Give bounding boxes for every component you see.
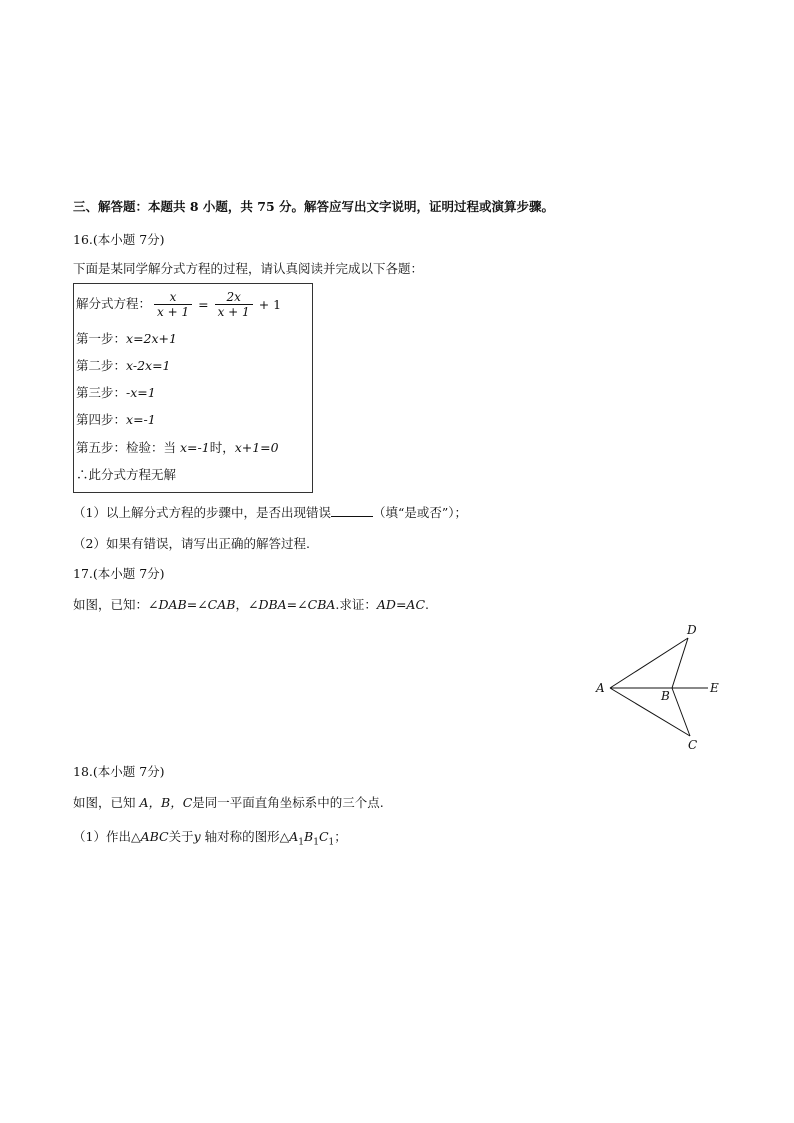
q18-sub-2: 1 [313,837,319,848]
label-D: D [687,623,697,637]
q18-axis: y [193,829,201,844]
q17-stmt-prefix: 如图，已知： [73,597,149,612]
step-5-condition: x=-1 [179,440,210,455]
q17-period: . [425,597,429,612]
q18-vertex-b1: B [304,829,314,844]
q18-triangle: ABC [140,829,169,844]
q18-vertex-c1: C [318,829,329,844]
fraction-right-denominator: x + 1 [217,305,250,319]
conclusion: ∴此分式方程无解 [76,467,177,482]
fraction-right-numerator: 2x [215,290,253,305]
step-1-label: 第一步： [76,331,127,346]
equation-line [76,290,284,319]
fraction-left-denominator: x + 1 [157,305,190,319]
fraction-right [215,290,253,319]
label-A: A [596,681,605,695]
section-header: 三、解答题：本题共 8 小题，共 75 分。解答应写出文字说明，证明过程或演算步骤。 [73,199,555,214]
q17-goal: AD=AC [376,597,426,612]
q18-part1-a: （1）作出△ [73,829,141,844]
q17-comma: ， [235,597,248,612]
step-3-label: 第三步： [76,385,127,400]
step-4-label: 第四步： [76,412,127,427]
q18-sub-1: 1 [298,837,305,848]
label-B: B [661,689,670,703]
step-3 [76,385,156,401]
q18-stmt-suffix: 是同一平面直角坐标系中的三个点. [192,795,384,810]
q16-part1 [73,504,467,521]
step-3-expr: -x=1 [126,385,156,400]
q18-part1-d: ； [334,829,347,844]
q18-points: A，B，C [139,795,193,810]
q18-statement [73,795,384,811]
q18-stmt-prefix: 如图，已知 [73,795,140,810]
label-E: E [710,681,719,695]
q18-vertex-a1: A [289,829,299,844]
step-2-expr: x-2x=1 [126,358,171,373]
fraction-left-numerator: x [154,290,192,305]
q18-title: 18.(本小题 7分) [73,764,165,779]
step-5 [76,440,279,456]
step-2-label: 第二步： [76,358,127,373]
q18-sub-3: 1 [328,837,335,848]
q18-part1-b: 关于 [168,829,194,844]
step-5-expr: x+1=0 [234,440,279,455]
segment-DB [672,638,688,688]
step-1 [76,331,177,347]
answer-blank[interactable] [331,504,373,517]
step-2 [76,358,171,374]
q17-condition-2: ∠DBA=∠CBA [247,597,336,612]
label-C: C [688,738,698,752]
step-4 [76,412,156,428]
q16-part2: （2）如果有错误，请写出正确的解答过程. [73,536,310,551]
step-1-expr: x=2x+1 [126,331,177,346]
q16-part1-hint: （填“是或否”）； [372,505,467,520]
q17-figure [590,618,730,758]
q18-part1-c: 轴对称的图形△ [200,829,290,844]
fraction-left [154,290,192,319]
q16-intro: 下面是某同学解分式方程的过程，请认真阅读并完成以下各题： [73,261,424,276]
q18-part1 [73,829,347,851]
q16-title: 16.(本小题 7分) [73,232,165,247]
q17-statement [73,597,429,613]
step-5-label: 第五步：检验：当 [76,440,180,455]
equation-tail: + 1 [258,296,282,312]
segment-BC [672,688,690,736]
equation-label: 解分式方程： [76,296,152,311]
equals-sign: = [198,296,209,312]
q17-prove: .求证： [335,597,377,612]
q16-part1-text: （1）以上解分式方程的步骤中，是否出现错误 [73,505,331,520]
q16-solution-box [73,283,313,493]
q17-title: 17.(本小题 7分) [73,566,165,581]
q17-condition-1: ∠DAB=∠CAB [148,597,236,612]
step-5-mid: 时， [209,440,235,455]
step-4-expr: x=-1 [126,412,156,427]
segment-AC [610,688,690,736]
segment-AD [610,638,688,688]
